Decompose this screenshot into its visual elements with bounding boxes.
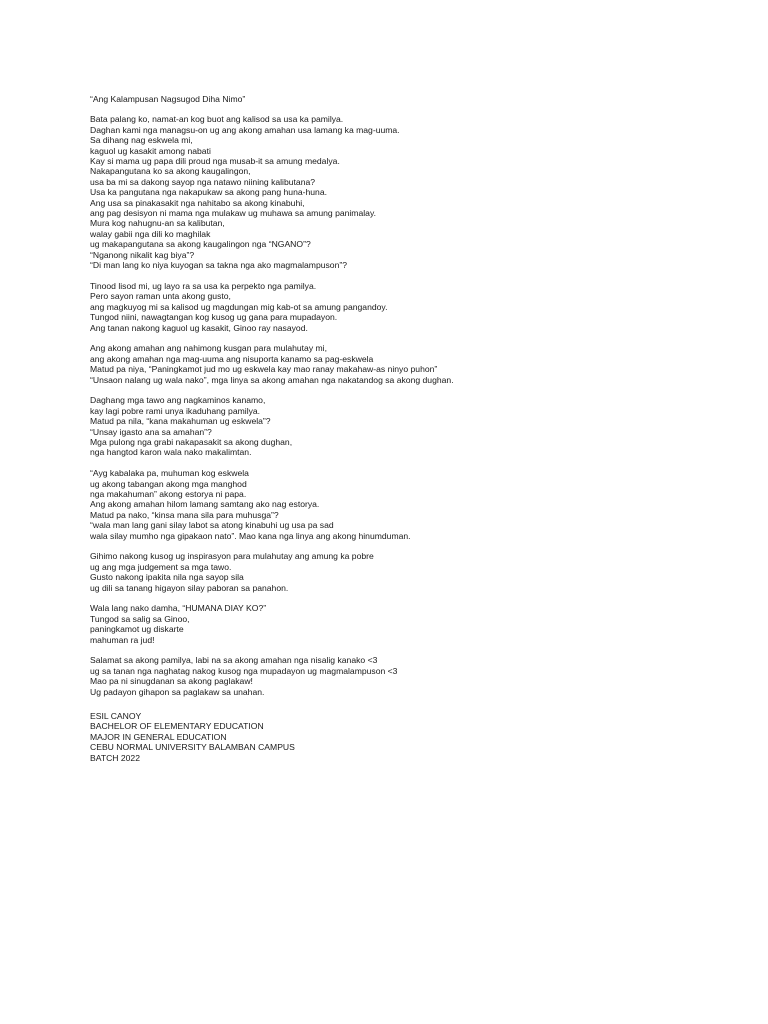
poem-line: kay lagi pobre rami unya ikaduhang pamilya. (90, 405, 261, 416)
signature-line: MAJOR IN GENERAL EDUCATION (90, 731, 227, 742)
signature-line: ESIL CANOY (90, 711, 142, 722)
poem-line: Ang akong amahan ang nahimong kusgan para mulahutay mi, (90, 343, 327, 354)
poem-line: Salamat sa akong pamilya, labi na sa akong amahan nga nisalig kanako <3 (90, 655, 378, 666)
poem-stanza (90, 551, 730, 593)
poem-line: Daghan kami nga managsu-on ug ang akong amahan usa lamang ka mag-uuma. (90, 124, 400, 135)
poem-line: nga makahuman” akong estorya ni papa. (90, 488, 247, 499)
poem-line: Gihimo nakong kusog ug inspirasyon para mulahutay ang amung ka pobre (90, 551, 374, 562)
poem-line: “wala man lang gani silay labot sa atong kinabuhi ug usa pa sad (90, 520, 334, 531)
poem-line: ug akong tabangan akong mga manghod (90, 478, 247, 489)
poem-line: Ang usa sa pinakasakit nga nahitabo sa akong kinabuhi, (90, 197, 305, 208)
poem-line: ang magkuyog mi sa kalisod ug magdungan mig kab-ot sa amung pangandoy. (90, 301, 388, 312)
poem-line: Tungod niini, nawagtangan kog kusog ug gana para mupadayon. (90, 312, 338, 323)
poem-line: Matud pa nila, “kana makahuman ug eskwela”? (90, 416, 271, 427)
poem-stanza (90, 655, 730, 697)
poem-stanza (90, 468, 730, 541)
poem-line: Mao pa ni sinugdanan sa akong paglakaw! (90, 676, 253, 687)
poem-stanza (90, 603, 730, 645)
poem-line: mahuman ra jud! (90, 634, 155, 645)
poem-line: Mura kog nahugnu-an sa kalibutan, (90, 218, 225, 229)
poem-line: “Ayg kabalaka pa, muhuman kog eskwela (90, 468, 249, 479)
poem-line: ug dili sa tanang higayon silay paboran sa panahon. (90, 582, 289, 593)
signature-line: BACHELOR OF ELEMENTARY EDUCATION (90, 721, 264, 732)
poem-line: paningkamot ug diskarte (90, 624, 184, 635)
signature-line: BATCH 2022 (90, 752, 140, 763)
poem-stanza (90, 343, 730, 385)
poem-line: “Unsaon nalang ug wala nako”, mga linya sa akong amahan nga nakatandog sa akong dughan. (90, 374, 454, 385)
poem-line: nga hangtod karon wala nako makalimtan. (90, 447, 252, 458)
poem-line: ug makapangutana sa akong kaugalingon nga “NGANO”? (90, 239, 311, 250)
poem-line: “Di man lang ko niya kuyogan sa takna nga ako magmalampuson”? (90, 260, 348, 271)
signature-line: CEBU NORMAL UNIVERSITY BALAMBAN CAMPUS (90, 742, 295, 753)
poem-line: Ang akong amahan hilom lamang samtang ako nag estorya. (90, 499, 320, 510)
poem-line: Matud pa niya, “Paningkamot jud mo ug eskwela kay mao ranay makahaw-as ninyo puhon” (90, 364, 438, 375)
document-body (90, 94, 730, 763)
poem-stanza (90, 114, 730, 270)
poem-line: Ang tanan nakong kaguol ug kasakit, Ginoo ray nasayod. (90, 322, 308, 333)
poem-line: Tungod sa salig sa Ginoo, (90, 613, 190, 624)
poem-line: walay gabii nga dili ko maghilak (90, 228, 211, 239)
poem-title: “Ang Kalampusan Nagsugod Diha Nimo” (90, 94, 246, 104)
poem-line: ang akong amahan nga mag-uuma ang nisuporta kanamo sa pag-eskwela (90, 353, 374, 364)
poem-line: Nakapangutana ko sa akong kaugalingon, (90, 166, 251, 177)
poem-line: Wala lang nako damha, “HUMANA DIAY KO?” (90, 603, 267, 614)
poem-line: Ug padayon gihapon sa paglakaw sa unahan. (90, 686, 265, 697)
poem-line: ang pag desisyon ni mama nga mulakaw ug muhawa sa amung panimalay. (90, 208, 376, 219)
poem-stanza (90, 281, 730, 333)
poem-stanzas (90, 114, 730, 697)
poem-line: wala silay mumho nga gipakaon nato”. Mao kana nga linya ang akong hinumduman. (90, 530, 411, 541)
poem-stanza (90, 395, 730, 457)
author-signature-block (90, 711, 730, 763)
poem-line: Pero sayon raman unta akong gusto, (90, 291, 231, 302)
poem-line: “Unsay igasto ana sa amahan”? (90, 426, 212, 437)
poem-line: ug sa tanan nga naghatag nakog kusog nga mupadayon ug magmalampuson <3 (90, 665, 398, 676)
poem-line: Matud pa nako, “kinsa mana sila para muhusga”? (90, 509, 279, 520)
poem-line: Tinood lisod mi, ug layo ra sa usa ka perpekto nga pamilya. (90, 280, 317, 291)
poem-line: Kay si mama ug papa dili proud nga musab-it sa amung medalya. (90, 156, 340, 167)
poem-line: Gusto nakong ipakita nila nga sayop sila (90, 572, 244, 583)
poem-line: kaguol ug kasakit among nabati (90, 145, 211, 156)
poem-line: Bata palang ko, namat-an kog buot ang kalisod sa usa ka pamilya. (90, 114, 344, 125)
poem-line: usa ba mi sa dakong sayop nga natawo niining kalibutana? (90, 176, 316, 187)
poem-line: ug ang mga judgement sa mga tawo. (90, 561, 232, 572)
poem-line: Mga pulong nga grabi nakapasakit sa akong dughan, (90, 436, 293, 447)
poem-line: Usa ka pangutana nga nakapukaw sa akong pang huna-huna. (90, 187, 327, 198)
poem-line: Daghang mga tawo ang nagkaminos kanamo, (90, 395, 266, 406)
poem-line: “Nganong nikalit kag biya”? (90, 249, 195, 260)
poem-line: Sa dihang nag eskwela mi, (90, 135, 193, 146)
